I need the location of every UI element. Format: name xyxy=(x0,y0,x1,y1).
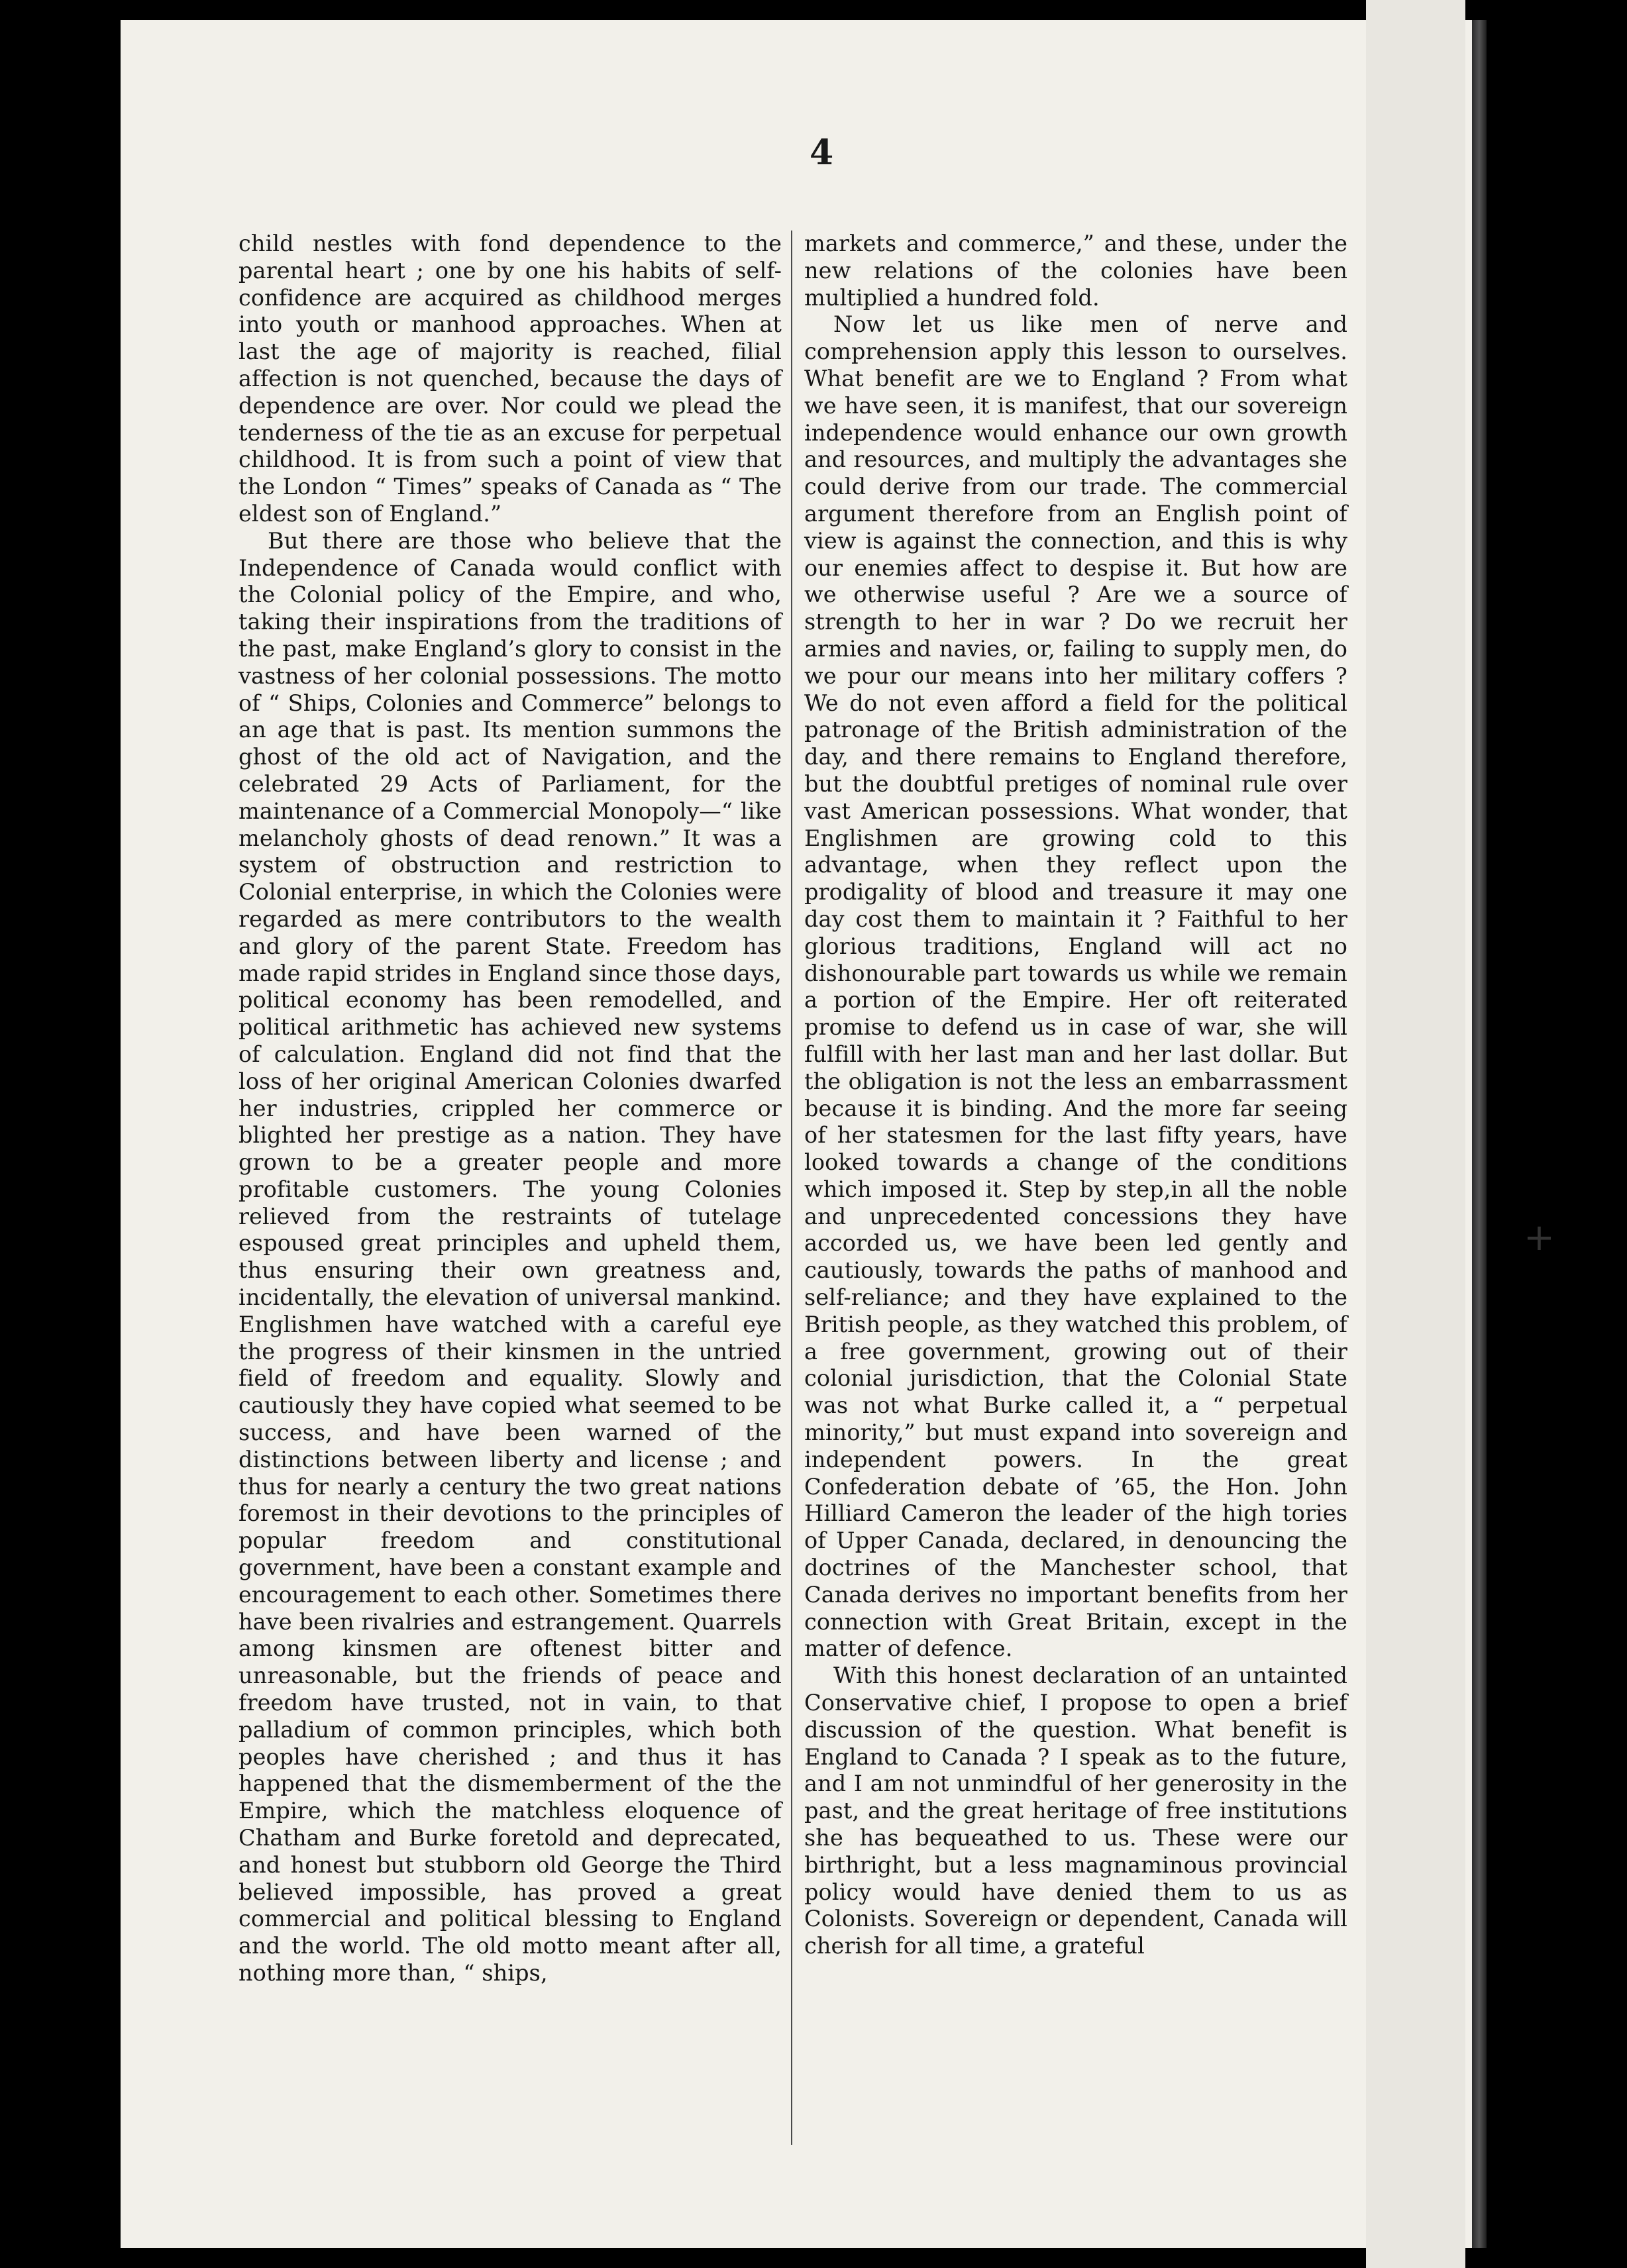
left-paragraph-1: child nestles with fond dependence to the parental heart ; one by one his habits of self-confidence are acquired as childhood merges into youth or manhood approaches. When at last the age of majority is reached, filial affection is not quenched, because the days of dependence are over. Nor could we plead the tenderness of the tie as an excuse for perpetual childhood. It is from such a point of view that the London “ Times” speaks of Canada as “ The eldest son of England.” xyxy=(238,231,782,527)
page-number: 4 xyxy=(810,132,834,173)
left-column xyxy=(238,231,782,1987)
column-divider xyxy=(791,231,792,2145)
adjacent-page-edge xyxy=(1366,0,1465,2268)
document-page xyxy=(121,20,1487,2248)
right-paragraph-2: Now let us like men of nerve and comprehension apply this lesson to ourselves. What benefit are we to England ? From what we have seen, it is manifest, that our sovereign independence would enhance our own growth and resources, and multiply the advantages she could derive from our trade. The commercial argument therefore from an English point of view is against the connection, and this is why our enemies affect to despise it. But how are we otherwise useful ? Are we a source of strength to her in war ? Do we recruit her armies and navies, or, failing to supply men, do we pour our means into her military coffers ? We do not even afford a field for the political patronage of the British administration of the day, and there remains to England therefore, but the doubtful pretiges of nominal rule over vast American possessions. What wonder, that Englishmen are growing cold to this advantage, when they reflect upon the prodigality of blood and treasure it may one day cost them to maintain it ? Faithful to her glorious traditions, England will act no dishonourable part towards us while we remain a portion of the Empire. Her oft reiterated promise to defend us in case of war, she will fulfill with her last man and her last dollar. But the obligation is not the less an embarrassment because it is binding. And the more far seeing of her statesmen for the last fifty years, have looked towards a change of the conditions which imposed it. Step by step,in all the noble and unprecedented concessions they have accorded us, we have been led gently and cautiously, towards the paths of manhood and self-reliance; and they have explained to the British people, as they watched this problem, of a free government, growing out of their colonial jurisdiction, that the Colonial State was not what Burke called it, a “ perpetual minority,” but must expand into sovereign and independent powers. In the great Confederation debate of ’65, the Hon. John Hilliard Cameron the leader of the high tories of Upper Canada, declared, in denouncing the doctrines of the Manchester school, that Canada derives no important benefits from her connection with Great Britain, except in the matter of defence. xyxy=(804,311,1347,1662)
page-fold-shadow xyxy=(1472,20,1487,2248)
right-column xyxy=(804,231,1347,1960)
left-paragraph-2: But there are those who believe that the Independence of Canada would conflict with the Colonial policy of the Empire, and who, taking their inspirations from the traditions of the past, make England’s glory to consist in the vastness of her colonial possessions. The motto of “ Ships, Colonies and Commerce” belongs to an age that is past. Its mention summons the ghost of the old act of Navigation, and the celebrated 29 Acts of Parliament, for the maintenance of a Commercial Monopoly—“ like melancholy ghosts of dead renown.” It was a system of obstruction and restriction to Colonial enterprise, in which the Colonies were regarded as mere contributors to the wealth and glory of the parent State. Freedom has made rapid strides in England since those days, political economy has been remodelled, and political arithmetic has achieved new systems of calculation. England did not find that the loss of her original American Colonies dwarfed her industries, crippled her commerce or blighted her prestige as a nation. They have grown to be a greater people and more profitable customers. The young Colonies relieved from the restraints of tutelage espoused great principles and upheld them, thus ensuring their own greatness and, incidentally, the elevation of universal mankind. Englishmen have watched with a careful eye the progress of their kinsmen in the untried field of freedom and equality. Slowly and cautiously they have copied what seemed to be success, and have been warned of the distinctions between liberty and license ; and thus for nearly a century the two great nations foremost in their devotions to the principles of popular freedom and constitutional government, have been a constant example and encouragement to each other. Sometimes there have been rivalries and estrangement. Quarrels among kinsmen are oftenest bitter and unreasonable, but the friends of peace and freedom have trusted, not in vain, to that palladium of common principles, which both peoples have cherished ; and thus it has happened that the dismemberment of the the Empire, which the matchless eloquence of Chatham and Burke foretold and deprecated, and honest but stubborn old George the Third believed impossible, has proved a great commercial and political blessing to England and the world. The old motto meant after all, nothing more than, “ ships, xyxy=(238,527,782,1986)
right-paragraph-1: markets and commerce,” and these, under the new relations of the colonies have been multiplied a hundred fold. xyxy=(804,231,1347,311)
margin-mark: + xyxy=(1524,1216,1555,1259)
right-paragraph-3: With this honest declaration of an untainted Conservative chief, I propose to open a brief discussion of the question. What benefit is England to Canada ? I speak as to the future, and I am not unmindful of her generosity in the past, and the great heritage of free institutions she has bequeathed to us. These were our birthright, but a less magnaminous provincial policy would have denied them to us as Colonists. Sovereign or dependent, Canada will cherish for all time, a grateful xyxy=(804,1663,1347,1959)
